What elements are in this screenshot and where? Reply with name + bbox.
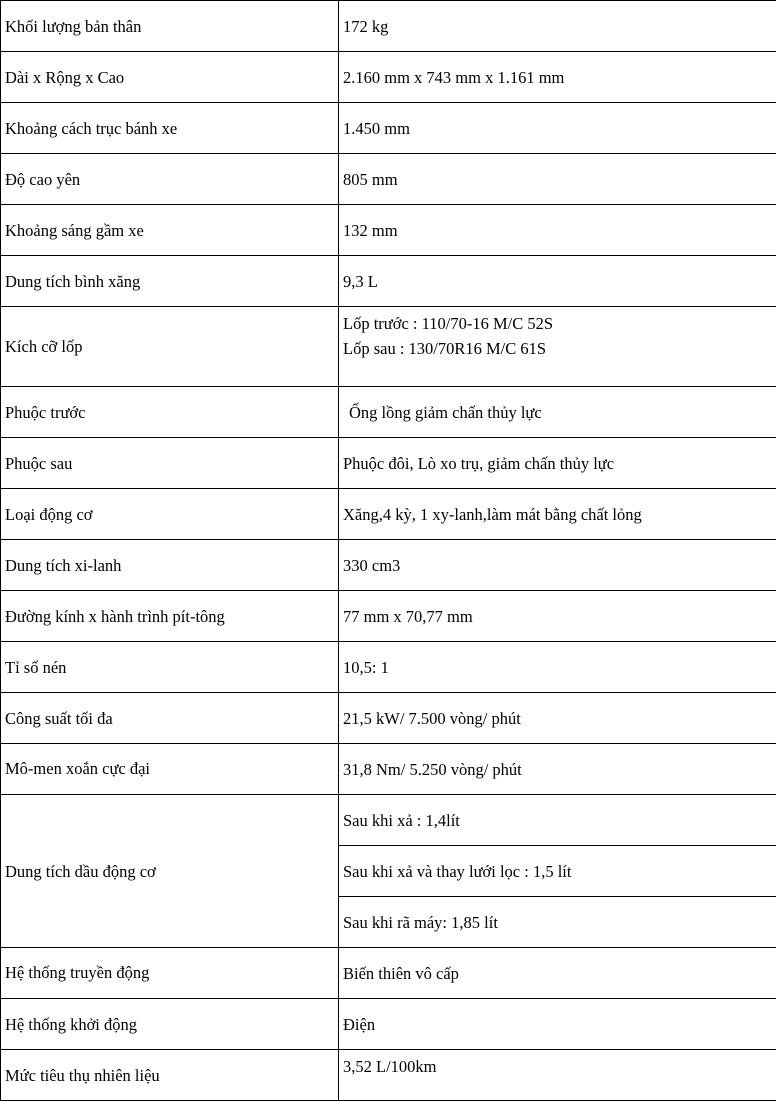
table-row (1, 540, 776, 591)
table-row (1, 438, 776, 489)
spec-label: Dung tích bình xăng (1, 256, 339, 307)
spec-value: 2.160 mm x 743 mm x 1.161 mm (339, 52, 776, 103)
table-row (1, 693, 776, 744)
spec-value: Phuộc đôi, Lò xo trụ, giảm chấn thủy lực (339, 438, 776, 489)
spec-value: 805 mm (339, 154, 776, 205)
table-row (1, 387, 776, 438)
table-row (1, 489, 776, 540)
spec-value: Sau khi xả và thay lưới lọc : 1,5 lít (339, 846, 776, 897)
spec-value: Xăng,4 kỳ, 1 xy-lanh,làm mát bằng chất lỏng (339, 489, 776, 540)
spec-value: Ống lồng giảm chấn thủy lực (339, 387, 776, 438)
spec-value: 172 kg (339, 1, 776, 52)
spec-value: 1.450 mm (339, 103, 776, 154)
spec-value: 31,8 Nm/ 5.250 vòng/ phút (339, 744, 776, 795)
spec-label: Dài x Rộng x Cao (1, 52, 339, 103)
spec-value: Sau khi xả : 1,4lít (339, 795, 776, 846)
spec-value: 330 cm3 (339, 540, 776, 591)
spec-label: Độ cao yên (1, 154, 339, 205)
spec-label: Khoảng cách trục bánh xe (1, 103, 339, 154)
spec-value: 9,3 L (339, 256, 776, 307)
table-row (1, 744, 776, 795)
table-row (1, 999, 776, 1050)
spec-label: Kích cỡ lốp (1, 307, 339, 387)
spec-value: Biến thiên vô cấp (339, 948, 776, 999)
table-row (1, 948, 776, 999)
rear-tire-size: Lốp sau : 130/70R16 M/C 61S (343, 339, 547, 358)
table-row (1, 256, 776, 307)
spec-label: Phuộc trước (1, 387, 339, 438)
spec-label: Mô-men xoắn cực đại (1, 744, 339, 795)
spec-label: Loại động cơ (1, 489, 339, 540)
table-row (1, 154, 776, 205)
table-row (1, 1050, 776, 1101)
spec-label: Khối lượng bản thân (1, 1, 339, 52)
spec-value (339, 307, 776, 387)
front-tire-size: Lốp trước : 110/70-16 M/C 52S (343, 314, 554, 333)
spec-value: Sau khi rã máy: 1,85 lít (339, 897, 776, 948)
spec-label: Dung tích xi-lanh (1, 540, 339, 591)
table-row (1, 205, 776, 256)
spec-value: 10,5: 1 (339, 642, 776, 693)
spec-label: Hệ thống truyền động (1, 948, 339, 999)
spec-label: Mức tiêu thụ nhiên liệu (1, 1050, 339, 1101)
spec-label: Tỉ số nén (1, 642, 339, 693)
spec-label: Phuộc sau (1, 438, 339, 489)
spec-value: Điện (339, 999, 776, 1050)
table-row (1, 1, 776, 52)
table-row (1, 103, 776, 154)
spec-label: Dung tích dầu động cơ (1, 795, 339, 948)
spec-value: 132 mm (339, 205, 776, 256)
spec-value: 77 mm x 70,77 mm (339, 591, 776, 642)
table-row (1, 795, 776, 846)
spec-value: 3,52 L/100km (339, 1050, 776, 1101)
table-row (1, 52, 776, 103)
spec-label: Hệ thống khởi động (1, 999, 339, 1050)
table-row (1, 307, 776, 387)
spec-label: Công suất tối đa (1, 693, 339, 744)
spec-label: Khoảng sáng gầm xe (1, 205, 339, 256)
spec-label: Đường kính x hành trình pít-tông (1, 591, 339, 642)
table-row (1, 642, 776, 693)
spec-value: 21,5 kW/ 7.500 vòng/ phút (339, 693, 776, 744)
table-row (1, 591, 776, 642)
